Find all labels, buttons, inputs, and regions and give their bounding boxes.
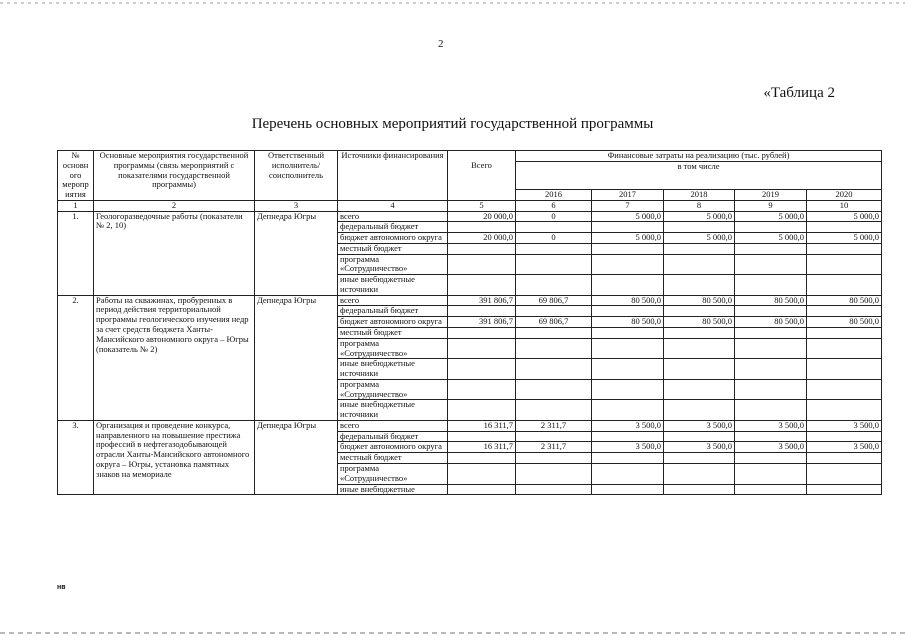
amount-total: 20 000,0 xyxy=(448,233,516,244)
amount-total: 20 000,0 xyxy=(448,211,516,222)
amount-year xyxy=(664,431,735,442)
amount-year: 2 311,7 xyxy=(516,442,592,453)
amount-total xyxy=(448,453,516,464)
amount-year: 3 500,0 xyxy=(735,442,807,453)
footer-mark: нв xyxy=(57,584,66,591)
amount-year xyxy=(664,243,735,254)
amount-year xyxy=(735,400,807,421)
header-year-2016: 2016 xyxy=(516,190,592,201)
amount-total xyxy=(448,379,516,400)
column-number: 6 xyxy=(516,200,592,211)
amount-year: 0 xyxy=(516,211,592,222)
amount-year: 69 806,7 xyxy=(516,317,592,328)
amount-year xyxy=(592,453,664,464)
table-reference: «Таблица 2 xyxy=(763,85,835,101)
amount-year xyxy=(807,431,882,442)
amount-year: 2 311,7 xyxy=(516,420,592,431)
amount-year xyxy=(516,254,592,275)
header-year-2018: 2018 xyxy=(664,190,735,201)
amount-year xyxy=(735,379,807,400)
amount-year xyxy=(516,400,592,421)
funding-source: местный бюджет xyxy=(338,328,448,339)
table-row xyxy=(58,211,882,222)
amount-total: 16 311,7 xyxy=(448,442,516,453)
table-row xyxy=(58,420,882,431)
amount-year xyxy=(735,359,807,380)
amount-year xyxy=(516,243,592,254)
amount-year: 80 500,0 xyxy=(664,295,735,306)
amount-year: 5 000,0 xyxy=(735,211,807,222)
amount-year: 80 500,0 xyxy=(592,317,664,328)
funding-source: иные внебюджетные источники xyxy=(338,359,448,380)
amount-year xyxy=(807,453,882,464)
amount-year xyxy=(807,379,882,400)
table-row xyxy=(58,295,882,306)
amount-year: 80 500,0 xyxy=(807,295,882,306)
amount-year: 80 500,0 xyxy=(735,317,807,328)
column-number: 9 xyxy=(735,200,807,211)
header-number: № основн ого меропр иятия xyxy=(58,151,94,201)
header-including: в том числе xyxy=(516,161,882,189)
amount-year: 80 500,0 xyxy=(664,317,735,328)
funding-source: всего xyxy=(338,420,448,431)
amount-total xyxy=(448,254,516,275)
column-number: 3 xyxy=(255,200,338,211)
amount-total xyxy=(448,400,516,421)
amount-year xyxy=(807,338,882,359)
amount-year: 3 500,0 xyxy=(807,420,882,431)
amount-year xyxy=(664,379,735,400)
activity-name: Геологоразведочные работы (показатели № 2, 10) xyxy=(94,211,255,295)
amount-year: 69 806,7 xyxy=(516,295,592,306)
amount-year xyxy=(664,222,735,233)
header-activity: Основные мероприятия государственной программы (связь мероприятий с показателями государственной программы) xyxy=(94,151,255,201)
amount-year xyxy=(592,359,664,380)
funding-source: местный бюджет xyxy=(338,243,448,254)
amount-year xyxy=(516,306,592,317)
amount-year xyxy=(807,306,882,317)
amount-year xyxy=(516,484,592,495)
responsible-executor: Депнедра Югры xyxy=(255,420,338,494)
amount-year xyxy=(807,484,882,495)
amount-year xyxy=(735,431,807,442)
amount-year: 5 000,0 xyxy=(735,233,807,244)
funding-source: программа «Сотрудничество» xyxy=(338,379,448,400)
amount-year: 5 000,0 xyxy=(664,233,735,244)
amount-year: 80 500,0 xyxy=(735,295,807,306)
funding-source: федеральный бюджет xyxy=(338,306,448,317)
responsible-executor: Депнедра Югры xyxy=(255,211,338,295)
amount-year xyxy=(664,484,735,495)
amount-year xyxy=(807,359,882,380)
funding-source: федеральный бюджет xyxy=(338,431,448,442)
funding-source: программа «Сотрудничество» xyxy=(338,338,448,359)
amount-year: 80 500,0 xyxy=(592,295,664,306)
amount-year: 3 500,0 xyxy=(592,420,664,431)
amount-year xyxy=(592,254,664,275)
amount-year: 80 500,0 xyxy=(807,317,882,328)
funding-source: бюджет автономного округа xyxy=(338,233,448,244)
amount-year xyxy=(664,306,735,317)
amount-year xyxy=(807,243,882,254)
amount-total: 391 806,7 xyxy=(448,295,516,306)
responsible-executor: Депнедра Югры xyxy=(255,295,338,420)
amount-year xyxy=(664,359,735,380)
amount-year xyxy=(807,275,882,296)
document-title: Перечень основных мероприятий государственной программы xyxy=(251,116,654,132)
header-total: Всего xyxy=(448,161,516,200)
funding-source: местный бюджет xyxy=(338,453,448,464)
amount-year xyxy=(592,222,664,233)
activity-number: 1. xyxy=(58,211,94,295)
activity-name: Организация и проведение конкурса, направленного на повышение престижа профессий в нефтегазодобывающей отрасли Ханты-Мансийского автономного округа – Югры, установка памятных знаков на мемориале xyxy=(94,420,255,494)
amount-year: 5 000,0 xyxy=(592,211,664,222)
amount-year xyxy=(592,431,664,442)
amount-year xyxy=(516,328,592,339)
amount-year xyxy=(592,484,664,495)
amount-year: 5 000,0 xyxy=(592,233,664,244)
amount-total: 391 806,7 xyxy=(448,317,516,328)
funding-source: федеральный бюджет xyxy=(338,222,448,233)
column-number: 1 xyxy=(58,200,94,211)
header-year-2020: 2020 xyxy=(807,190,882,201)
amount-year: 3 500,0 xyxy=(664,420,735,431)
amount-year xyxy=(664,338,735,359)
funding-source: иные внебюджетные xyxy=(338,484,448,495)
funding-source: всего xyxy=(338,295,448,306)
amount-year: 0 xyxy=(516,233,592,244)
funding-source: бюджет автономного округа xyxy=(338,442,448,453)
amount-year xyxy=(735,328,807,339)
column-number: 7 xyxy=(592,200,664,211)
amount-year xyxy=(735,222,807,233)
amount-year xyxy=(735,453,807,464)
funding-source: иные внебюджетные источники xyxy=(338,275,448,296)
amount-total xyxy=(448,359,516,380)
amount-total xyxy=(448,306,516,317)
funding-source: программа «Сотрудничество» xyxy=(338,463,448,484)
column-number: 5 xyxy=(448,200,516,211)
amount-year: 5 000,0 xyxy=(807,211,882,222)
amount-year: 3 500,0 xyxy=(592,442,664,453)
amount-year xyxy=(592,338,664,359)
amount-year xyxy=(735,275,807,296)
amount-year xyxy=(592,379,664,400)
amount-year xyxy=(516,275,592,296)
amount-year xyxy=(592,463,664,484)
funding-source: бюджет автономного округа xyxy=(338,317,448,328)
funding-source: иные внебюджетные источники xyxy=(338,400,448,421)
amount-total xyxy=(448,338,516,359)
amount-total xyxy=(448,431,516,442)
header-sources: Источники финансирования xyxy=(338,151,448,201)
amount-total xyxy=(448,275,516,296)
amount-year xyxy=(735,254,807,275)
funding-source: программа «Сотрудничество» xyxy=(338,254,448,275)
amount-year xyxy=(735,243,807,254)
amount-total: 16 311,7 xyxy=(448,420,516,431)
amount-year xyxy=(516,453,592,464)
amount-year xyxy=(664,254,735,275)
amount-year: 5 000,0 xyxy=(807,233,882,244)
column-number: 10 xyxy=(807,200,882,211)
activity-number: 3. xyxy=(58,420,94,494)
amount-year xyxy=(735,306,807,317)
amount-year: 5 000,0 xyxy=(664,211,735,222)
amount-year xyxy=(592,306,664,317)
amount-year xyxy=(592,328,664,339)
amount-year xyxy=(664,463,735,484)
amount-year xyxy=(664,328,735,339)
header-year-2019: 2019 xyxy=(735,190,807,201)
amount-year xyxy=(664,275,735,296)
scan-edge-top xyxy=(0,2,905,4)
amount-year xyxy=(807,328,882,339)
activities-table xyxy=(57,150,882,495)
amount-year xyxy=(664,453,735,464)
header-finance: Финансовые затраты на реализацию (тыс. рублей) xyxy=(516,151,882,162)
amount-year: 3 500,0 xyxy=(735,420,807,431)
amount-year: 3 500,0 xyxy=(807,442,882,453)
column-number: 2 xyxy=(94,200,255,211)
amount-year xyxy=(807,463,882,484)
amount-year xyxy=(516,338,592,359)
activity-name: Работы на скважинах, пробуренных в период действия территориальной программы геологического изучения недр за счет средств бюджета Ханты-Мансийского автономного округа – Югры (показатель № 2) xyxy=(94,295,255,420)
amount-year xyxy=(592,400,664,421)
amount-year xyxy=(807,254,882,275)
amount-year xyxy=(664,400,735,421)
page-number: 2 xyxy=(438,38,444,50)
activity-number: 2. xyxy=(58,295,94,420)
amount-year: 3 500,0 xyxy=(664,442,735,453)
header-year-2017: 2017 xyxy=(592,190,664,201)
amount-total xyxy=(448,463,516,484)
amount-year xyxy=(592,243,664,254)
amount-year xyxy=(807,222,882,233)
amount-total xyxy=(448,328,516,339)
amount-total xyxy=(448,484,516,495)
amount-year xyxy=(516,379,592,400)
amount-year xyxy=(516,222,592,233)
column-number: 8 xyxy=(664,200,735,211)
amount-year xyxy=(735,484,807,495)
scan-edge-bottom xyxy=(0,632,905,634)
amount-year xyxy=(807,400,882,421)
amount-year xyxy=(516,463,592,484)
amount-year xyxy=(735,463,807,484)
amount-year xyxy=(516,431,592,442)
header-responsible: Ответственный исполнитель/ соисполнитель xyxy=(255,151,338,201)
funding-source: всего xyxy=(338,211,448,222)
column-number: 4 xyxy=(338,200,448,211)
amount-year xyxy=(592,275,664,296)
amount-year xyxy=(516,359,592,380)
amount-total xyxy=(448,243,516,254)
amount-year xyxy=(735,338,807,359)
amount-total xyxy=(448,222,516,233)
